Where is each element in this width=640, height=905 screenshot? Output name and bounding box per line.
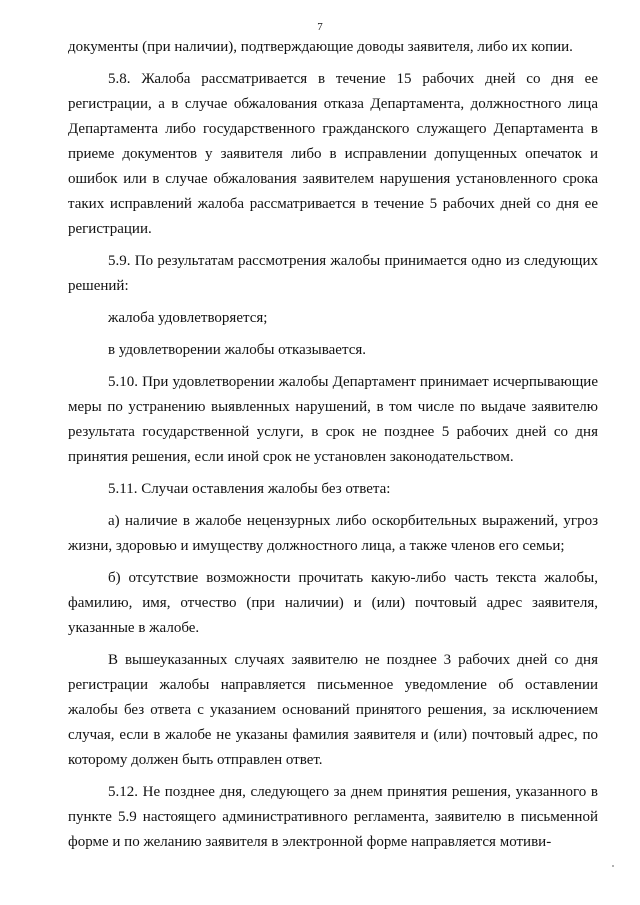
paragraph-5-11-b: б) отсутствие возможности прочитать какую-либо часть текста жалобы, фамилию, имя, отчество (при наличии) и (или) почтовый адрес заявителя, указанные в жалобе. [68,570,598,636]
paragraph-5-10: 5.10. При удовлетворении жалобы Департамент принимает исчерпывающие меры по устранению выявленных нарушений, в том числе по выдаче заявителю результата государственной услуги, в срок не позднее 5 рабочих дней со дня принятия решения, если иной срок не установлен законодательством. [68,374,598,465]
paragraph-5-9: 5.9. По результатам рассмотрения жалобы принимается одно из следующих решений: [68,253,598,294]
paragraph-5-8: 5.8. Жалоба рассматривается в течение 15 рабочих дней со дня ее регистрации, а в случае обжалования отказа Департамента, должностного лица Департамента либо государственного гражданского служащего Департамента в приеме документов у заявителя либо в исправлении допущенных опечаток и ошибок или в случае обжалования заявителем нарушения установленного срока таких исправлений жалоба рассматривается в течение 5 рабочих дней со дня ее регистрации. [68,71,598,237]
paragraph-5-11: 5.11. Случаи оставления жалобы без ответа: [108,481,391,497]
paragraph-notice: В вышеуказанных случаях заявителю не позднее 3 рабочих дней со дня регистрации жалобы направляется письменное уведомление об оставлении жалобы без ответа с указанием оснований принятого решения, за исключением случая, если в жалобе не указаны фамилия заявителя и (или) почтовый адрес, по которому должен быть отправлен ответ. [68,652,598,768]
decision-option-refused: в удовлетворении жалобы отказывается. [108,342,366,358]
paragraph-5-12: 5.12. Не позднее дня, следующего за днем принятия решения, указанного в пункте 5.9 настоящего административного регламента, заявителю в письменной форме и по желанию заявителя в электронной форме направляется мотиви- [68,784,598,850]
scan-artifact [612,865,614,867]
paragraph-5-11-a: а) наличие в жалобе нецензурных либо оскорбительных выражений, угроз жизни, здоровью и имуществу должностного лица, а также членов его семьи; [68,513,598,554]
paragraph-continuation: документы (при наличии), подтверждающие доводы заявителя, либо их копии. [68,39,573,55]
document-body [68,35,598,855]
page-number: 7 [317,21,323,33]
decision-option-satisfied: жалоба удовлетворяется; [108,310,268,326]
